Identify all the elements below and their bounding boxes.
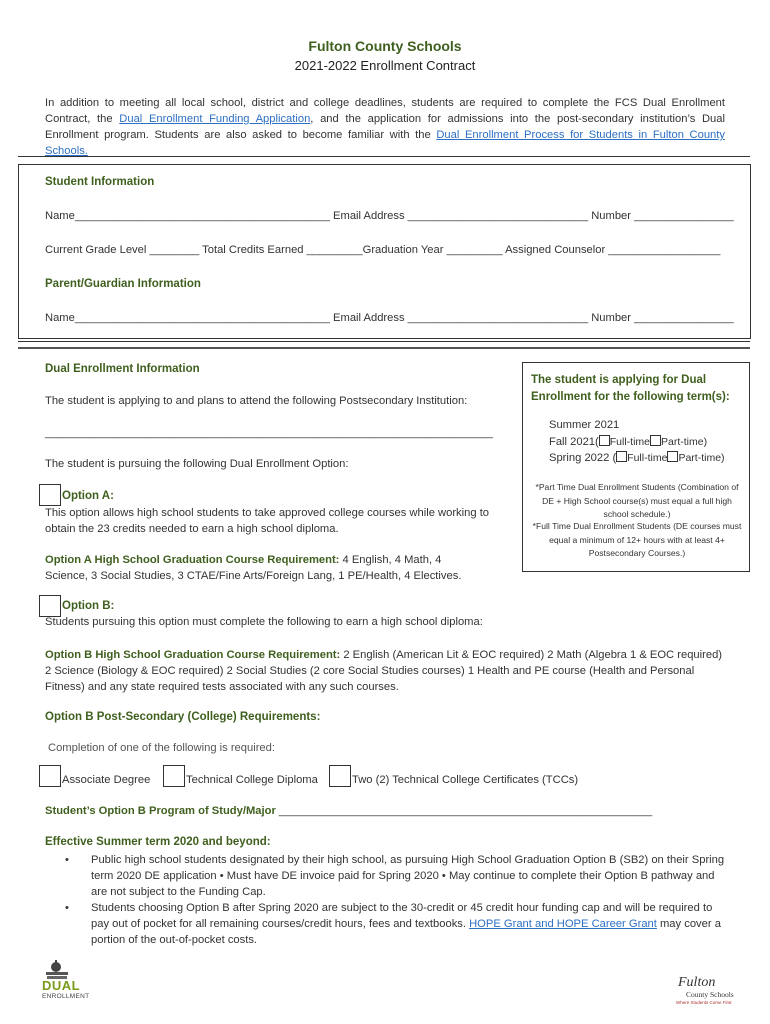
tcc-label: Two (2) Technical College Certificates (TCCs) bbox=[352, 774, 579, 786]
spring-parttime-label: Part-time) bbox=[678, 452, 725, 464]
technical-diploma-label: Technical College Diploma bbox=[186, 774, 318, 786]
fall-fulltime-checkbox[interactable] bbox=[599, 435, 610, 446]
dual-info-heading: Dual Enrollment Information bbox=[45, 363, 200, 375]
bullet-text-1: Public high school students designated by their high school, as pursuing High School Graduation Option B (SB2) on their Spring term 2020 DE application • Must have DE invoice paid for Spring 2020 • May continue to complete their Option B pathway and are not subject to the Funding Cap. bbox=[91, 854, 725, 898]
term-spring bbox=[549, 451, 725, 464]
option-b-requirement bbox=[45, 647, 725, 695]
logo-fulton-text: Fulton bbox=[678, 975, 716, 990]
term-heading: The student is applying for Dual Enrollment for the following term(s): bbox=[531, 374, 730, 403]
option-a-desc: This option allows high school students to take approved college courses while working to obtain the 23 credits needed to earn a high school diploma. bbox=[45, 507, 490, 535]
funding-application-link[interactable]: Dual Enrollment Funding Application bbox=[119, 113, 311, 125]
term-note-parttime: *Part Time Dual Enrollment Students (Combination of DE + High School course(s) must equal a full high school schedule.) bbox=[535, 482, 739, 519]
logo-enrollment-text: ENROLLMENT bbox=[42, 993, 90, 1000]
option-b-checkbox[interactable] bbox=[39, 595, 61, 617]
student-row-1[interactable]: Name_________________________________________ Email Address _____________________________ Number ________________ bbox=[45, 210, 734, 222]
fulton-county-logo bbox=[676, 975, 736, 1007]
effective-list bbox=[45, 852, 725, 948]
student-row-2[interactable]: Current Grade Level ________ Total Credits Earned _________Graduation Year _________ Assigned Counselor __________________ bbox=[45, 244, 721, 256]
page-title: Fulton County Schools bbox=[308, 38, 462, 54]
program-line[interactable]: ____________________________________________________________ bbox=[275, 805, 653, 817]
parent-row-1[interactable]: Name_________________________________________ Email Address _____________________________ Number ________________ bbox=[45, 312, 734, 324]
term-fall bbox=[549, 435, 707, 448]
spring-fulltime-checkbox[interactable] bbox=[616, 451, 627, 462]
intro-text-1: In addition to meeting all local school, district and college deadlines, students are required to complete the FCS Dual Enrollment Contract, the bbox=[45, 97, 725, 125]
term-note-fulltime: *Full Time Dual Enrollment Students (DE courses must equal a minimum of 12+ hours with at least 4+ Postsecondary Courses.) bbox=[532, 521, 742, 558]
institution-text: The student is applying to and plans to attend the following Postsecondary Institution: bbox=[45, 395, 468, 407]
term-spring-label: Spring 2022 ( bbox=[549, 452, 617, 464]
apple-books-icon bbox=[42, 960, 92, 980]
associate-degree-label: Associate Degree bbox=[62, 774, 151, 786]
option-b-req-heading: Option B High School Graduation Course Requirement: bbox=[45, 649, 341, 661]
divider bbox=[18, 347, 750, 349]
student-info-heading: Student Information bbox=[45, 176, 155, 188]
list-item: • Students choosing Option B after Spring 2020 are subject to the 30-credit or 45 credit hour funding cap and will be required to pay out of pocket for all remaining courses/credit hours, fees and textbooks. HOPE Grant and HOPE Career Grant may cover a portion of the out-of-pocket costs. bbox=[65, 902, 721, 946]
technical-diploma-checkbox[interactable] bbox=[163, 765, 185, 787]
dual-enrollment-logo bbox=[42, 960, 92, 1004]
bullet-text-2: Students choosing Option B after Spring 2020 are subject to the 30-credit or 45 credit hour funding cap and will be required to pay out of pocket for all remaining courses/credit hours, fees and textbooks. bbox=[91, 902, 713, 930]
option-a-label: Option A: bbox=[62, 490, 114, 502]
option-b-desc: Students pursuing this option must complete the following to earn a high school diploma: bbox=[45, 616, 483, 628]
fall-parttime-label: Part-time) bbox=[661, 436, 708, 448]
program-label: Student’s Option B Program of Study/Major bbox=[45, 805, 276, 817]
associate-degree-checkbox[interactable] bbox=[39, 765, 61, 787]
tcc-checkbox[interactable] bbox=[329, 765, 351, 787]
spring-parttime-checkbox[interactable] bbox=[667, 451, 678, 462]
divider bbox=[18, 341, 750, 342]
list-item: • Public high school students designated by their high school, as pursuing High School Graduation Option B (SB2) on their Spring term 2020 DE application • Must have DE invoice paid for Spring 2020 • May continue to complete their Option B pathway and are not subject to the Funding Cap. bbox=[65, 854, 725, 898]
option-a-req-text: 4 English, 4 Math, 4 Science, 3 Social Studies, 3 CTAE/Fine Arts/Foreign Lang, 1 PE/Health, 4 Electives. bbox=[45, 554, 462, 582]
completion-text: Completion of one of the following is required: bbox=[48, 742, 275, 754]
bullet-tail: may cover a portion of the out-of-pocket costs. bbox=[91, 918, 721, 946]
option-a-req-heading: Option A High School Graduation Course Requirement: bbox=[45, 554, 340, 566]
option-b-req-text: 2 English (American Lit & EOC required) 2 Math (Algebra 1 & EOC required) 2 Science (Biology & EOC required) 2 Social Studies (2 core Social Studies courses) 1 Health and PE course (Health and Personal Fitness) and any state required tests associated with any such courses. bbox=[45, 649, 723, 693]
intro-text-2: , and the application for admissions into the post-secondary institution’s Dual Enrollment program. Students are also asked to become familiar with the bbox=[45, 113, 725, 141]
option-a-requirement bbox=[45, 552, 485, 584]
institution-line[interactable]: ________________________________________________________________________ bbox=[45, 427, 493, 439]
divider bbox=[18, 156, 750, 157]
intro-paragraph bbox=[45, 95, 725, 159]
spring-fulltime-label: Full-time bbox=[627, 452, 668, 464]
option-b-ps-heading: Option B Post-Secondary (College) Requirements: bbox=[45, 711, 321, 723]
hope-grant-link[interactable]: HOPE Grant and HOPE Career Grant bbox=[469, 918, 657, 930]
effective-heading: Effective Summer term 2020 and beyond: bbox=[45, 836, 271, 848]
option-a-checkbox[interactable] bbox=[39, 484, 61, 506]
process-link[interactable]: Dual Enrollment Process for Students in Fulton County Schools. bbox=[45, 129, 725, 157]
parent-info-heading: Parent/Guardian Information bbox=[45, 278, 201, 290]
logo-tagline: Where Students Come First bbox=[676, 1000, 732, 1005]
term-fall-label: Fall 2021( bbox=[549, 436, 599, 448]
fall-parttime-checkbox[interactable] bbox=[650, 435, 661, 446]
logo-dual-text: DUAL bbox=[42, 978, 81, 993]
option-b-label: Option B: bbox=[62, 600, 115, 612]
option-text: The student is pursuing the following Dual Enrollment Option: bbox=[45, 458, 349, 470]
program-of-study[interactable] bbox=[45, 805, 652, 817]
page-subtitle: 2021-2022 Enrollment Contract bbox=[294, 58, 476, 73]
fall-fulltime-label: Full-time bbox=[609, 436, 651, 448]
term-summer: Summer 2021 bbox=[549, 419, 620, 431]
logo-county-text: County Schools bbox=[686, 990, 734, 999]
